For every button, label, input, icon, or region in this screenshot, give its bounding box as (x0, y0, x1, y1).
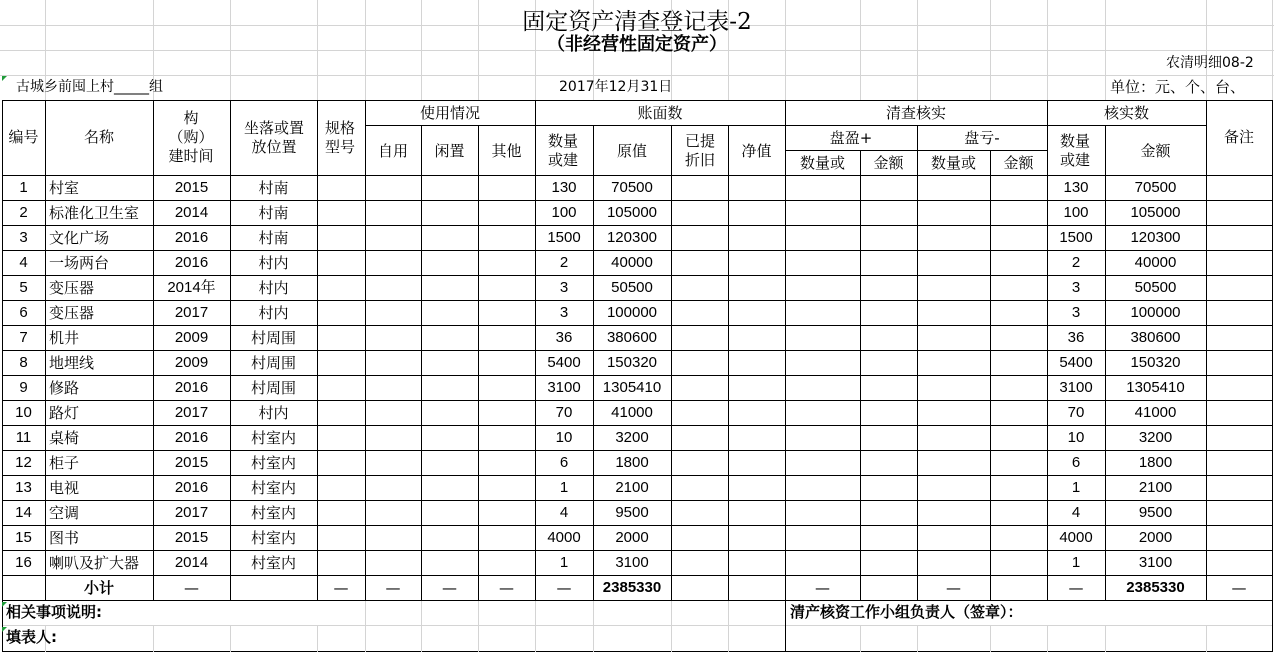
subtotal-dash: — (556, 579, 572, 598)
row-name: 喇叭及扩大器 (49, 554, 140, 573)
row-verified-amt: 40000 (1134, 254, 1177, 272)
row-build-time: 2016 (174, 429, 209, 447)
row-name: 图书 (49, 529, 80, 548)
row-book-orig: 40000 (611, 254, 653, 272)
row-name: 桌椅 (49, 429, 80, 448)
row-name: 修路 (49, 379, 80, 398)
row-no: 14 (15, 504, 32, 522)
header-loss-qty: 数量或 (930, 153, 976, 172)
cell-marker (2, 76, 7, 81)
subtotal-dash: — (815, 579, 830, 598)
row-book-qty: 4000 (547, 529, 581, 547)
row-verified-qty: 3 (1071, 304, 1081, 322)
row-location: 村南 (258, 204, 289, 223)
row-location: 村南 (258, 229, 289, 248)
row-name: 柜子 (49, 454, 80, 473)
row-build-time: 2016 (174, 229, 209, 247)
row-location: 村室内 (250, 454, 296, 473)
row-book-orig: 41000 (611, 404, 653, 422)
header-name: 名称 (83, 128, 114, 147)
row-name: 机井 (49, 329, 80, 348)
row-verified-amt: 9500 (1138, 504, 1173, 522)
row-name: 一场两台 (49, 254, 110, 273)
row-no: 13 (15, 479, 32, 497)
row-location: 村室内 (250, 429, 296, 448)
row-build-time: 2009 (174, 354, 209, 372)
row-no: 6 (19, 304, 28, 322)
header-surplus-amt: 金额 (873, 153, 904, 172)
header-location: 坐落或置放位置 (243, 118, 304, 156)
header-usage-self: 自用 (377, 141, 408, 160)
row-verified-amt: 50500 (1134, 279, 1177, 297)
subtotal-dash: — (333, 579, 349, 598)
header-spec: 规格型号 (324, 118, 355, 156)
row-book-orig: 1305410 (602, 379, 662, 397)
row-book-qty: 3 (559, 279, 569, 297)
subtotal-dash: — (499, 579, 514, 598)
row-no: 7 (19, 329, 28, 347)
row-verified-amt: 41000 (1134, 404, 1177, 422)
form-code: 农清明细08-2 (1166, 55, 1254, 71)
row-verified-amt: 2000 (1138, 529, 1173, 547)
row-verified-qty: 4 (1071, 504, 1081, 522)
row-book-qty: 5400 (547, 354, 581, 372)
header-loss-amt: 金额 (1003, 153, 1034, 172)
row-verified-qty: 100 (1063, 204, 1089, 222)
row-book-orig: 150320 (606, 354, 658, 372)
row-location: 村周围 (250, 354, 296, 373)
row-book-orig: 70500 (611, 179, 653, 197)
row-verified-amt: 3200 (1138, 429, 1173, 447)
row-build-time: 2014年 (167, 279, 216, 297)
row-name: 路灯 (49, 404, 80, 423)
row-verified-qty: 2 (1071, 254, 1081, 272)
row-location: 村室内 (250, 554, 296, 573)
subtotal-verified-amt: 2385330 (1126, 579, 1185, 597)
subtotal-dash: — (442, 579, 457, 598)
header-book-qty: 数量或建 (547, 132, 578, 169)
notes-label: 相关事项说明: (6, 603, 102, 621)
row-book-qty: 1 (559, 479, 569, 497)
header-usage: 使用情况 (419, 103, 480, 122)
row-location: 村内 (258, 254, 289, 273)
header-build-time: 构（购）建时间 (168, 109, 214, 165)
row-verified-amt: 380600 (1130, 329, 1181, 347)
subtotal-dash: — (184, 579, 199, 598)
row-verified-amt: 2100 (1138, 479, 1173, 497)
row-verified-qty: 4000 (1059, 529, 1093, 547)
header-usage-other: 其他 (491, 141, 522, 160)
leader-signature-label: 清产核资工作小组负责人（签章）： (790, 603, 1023, 621)
row-verified-amt: 1800 (1138, 454, 1173, 472)
row-verified-qty: 130 (1063, 179, 1089, 197)
row-build-time: 2016 (174, 479, 209, 497)
row-build-time: 2016 (174, 254, 209, 272)
row-build-time: 2017 (174, 504, 209, 522)
header-verified-qty: 数量或建 (1059, 132, 1090, 169)
row-no: 9 (19, 379, 28, 397)
row-no: 11 (15, 429, 32, 447)
report-date: 2017年12月31日 (559, 79, 673, 95)
row-book-qty: 100 (551, 204, 577, 222)
row-verified-amt: 150320 (1130, 354, 1181, 372)
row-book-qty: 130 (551, 179, 577, 197)
row-location: 村室内 (250, 479, 296, 498)
subtotal-label: 小计 (83, 579, 114, 598)
subtotal-dash: — (1231, 579, 1247, 598)
row-name: 电视 (49, 479, 80, 498)
row-verified-qty: 10 (1067, 429, 1085, 447)
row-verified-qty: 1500 (1059, 229, 1093, 247)
row-book-orig: 100000 (606, 304, 658, 322)
page-title: 固定资产清查登记表-2 (522, 9, 752, 35)
row-book-qty: 70 (555, 404, 573, 422)
row-name: 标准化卫生室 (49, 204, 140, 223)
row-verified-amt: 105000 (1130, 204, 1181, 222)
subtotal-dash: — (385, 579, 401, 598)
filler-label: 填表人: (6, 628, 57, 646)
row-book-orig: 3200 (615, 429, 649, 447)
row-no: 8 (19, 354, 28, 372)
row-name: 变压器 (49, 304, 95, 323)
row-build-time: 2017 (174, 304, 209, 322)
row-no: 2 (19, 204, 28, 222)
row-book-qty: 6 (559, 454, 569, 472)
header-book-dep: 已提折旧 (684, 132, 715, 169)
row-book-orig: 50500 (611, 279, 653, 297)
row-no: 1 (19, 179, 28, 197)
row-location: 村南 (258, 179, 289, 198)
row-build-time: 2017 (174, 404, 209, 422)
row-book-orig: 2000 (615, 529, 649, 547)
subtotal-book-orig: 2385330 (602, 579, 662, 597)
header-remark: 备注 (1223, 128, 1254, 147)
subtotal-dash: — (946, 579, 961, 598)
row-book-orig: 2100 (615, 479, 649, 497)
row-no: 4 (19, 254, 28, 272)
row-book-qty: 4 (559, 504, 569, 522)
page-subtitle: （非经营性固定资产） (547, 34, 727, 55)
row-book-qty: 36 (555, 329, 573, 347)
row-build-time: 2009 (174, 329, 209, 347)
row-no: 16 (15, 554, 32, 572)
row-book-qty: 1500 (547, 229, 581, 247)
row-no: 10 (15, 404, 32, 422)
row-location: 村室内 (250, 529, 296, 548)
header-book-net: 净值 (741, 141, 772, 160)
row-book-orig: 120300 (606, 229, 658, 247)
header-verified: 核实数 (1103, 103, 1149, 122)
row-verified-qty: 3100 (1059, 379, 1093, 397)
row-name: 文化广场 (49, 229, 110, 248)
row-build-time: 2014 (174, 554, 209, 572)
row-no: 3 (19, 229, 28, 247)
row-verified-qty: 36 (1067, 329, 1085, 347)
row-name: 变压器 (49, 279, 95, 298)
header-surplus: 盘盈+ (829, 128, 873, 147)
row-build-time: 2014 (174, 204, 209, 222)
row-location: 村内 (258, 404, 289, 423)
row-book-orig: 1800 (615, 454, 649, 472)
header-check: 清查核实 (885, 103, 946, 122)
row-book-qty: 3100 (547, 379, 581, 397)
row-build-time: 2016 (174, 379, 209, 397)
row-book-qty: 2 (559, 254, 569, 272)
row-verified-qty: 1 (1071, 479, 1081, 497)
row-no: 12 (15, 454, 32, 472)
row-verified-qty: 70 (1067, 404, 1085, 422)
header-book: 账面数 (637, 103, 683, 122)
header-no: 编号 (8, 128, 39, 147)
row-book-qty: 3 (559, 304, 569, 322)
unit-label: 单位：元、个、台、 (1110, 78, 1246, 96)
row-book-qty: 10 (555, 429, 573, 447)
header-book-orig: 原值 (616, 141, 647, 160)
row-book-orig: 9500 (615, 504, 649, 522)
header-loss: 盘亏- (964, 128, 1000, 147)
header-verified-amt: 金额 (1140, 141, 1171, 160)
row-no: 15 (15, 529, 32, 547)
row-verified-qty: 5400 (1059, 354, 1093, 372)
row-book-orig: 105000 (606, 204, 658, 222)
row-name: 地埋线 (49, 354, 95, 373)
row-build-time: 2015 (174, 179, 209, 197)
row-verified-amt: 120300 (1130, 229, 1181, 247)
row-book-qty: 1 (559, 554, 569, 572)
row-verified-qty: 3 (1071, 279, 1081, 297)
row-location: 村周围 (250, 329, 296, 348)
row-build-time: 2015 (174, 454, 209, 472)
row-location: 村内 (258, 304, 289, 323)
row-book-orig: 380600 (606, 329, 658, 347)
header-usage-idle: 闲置 (434, 141, 465, 160)
row-location: 村周围 (250, 379, 296, 398)
subtotal-dash: — (1068, 579, 1084, 598)
cell-marker (2, 627, 7, 632)
row-no: 5 (19, 279, 28, 297)
header-surplus-qty: 数量或 (799, 153, 845, 172)
row-verified-amt: 1305410 (1126, 379, 1185, 397)
row-location: 村内 (258, 279, 289, 298)
row-name: 村室 (49, 179, 80, 198)
row-verified-amt: 100000 (1130, 304, 1181, 322)
row-build-time: 2015 (174, 529, 209, 547)
row-book-orig: 3100 (615, 554, 649, 572)
row-verified-qty: 6 (1071, 454, 1081, 472)
row-verified-amt: 70500 (1134, 179, 1177, 197)
row-location: 村室内 (250, 504, 296, 523)
cell-marker (2, 602, 7, 607)
row-verified-amt: 3100 (1138, 554, 1173, 572)
row-name: 空调 (49, 504, 80, 523)
row-verified-qty: 1 (1071, 554, 1081, 572)
organization: 古城乡前囤上村_____组 (16, 79, 163, 95)
